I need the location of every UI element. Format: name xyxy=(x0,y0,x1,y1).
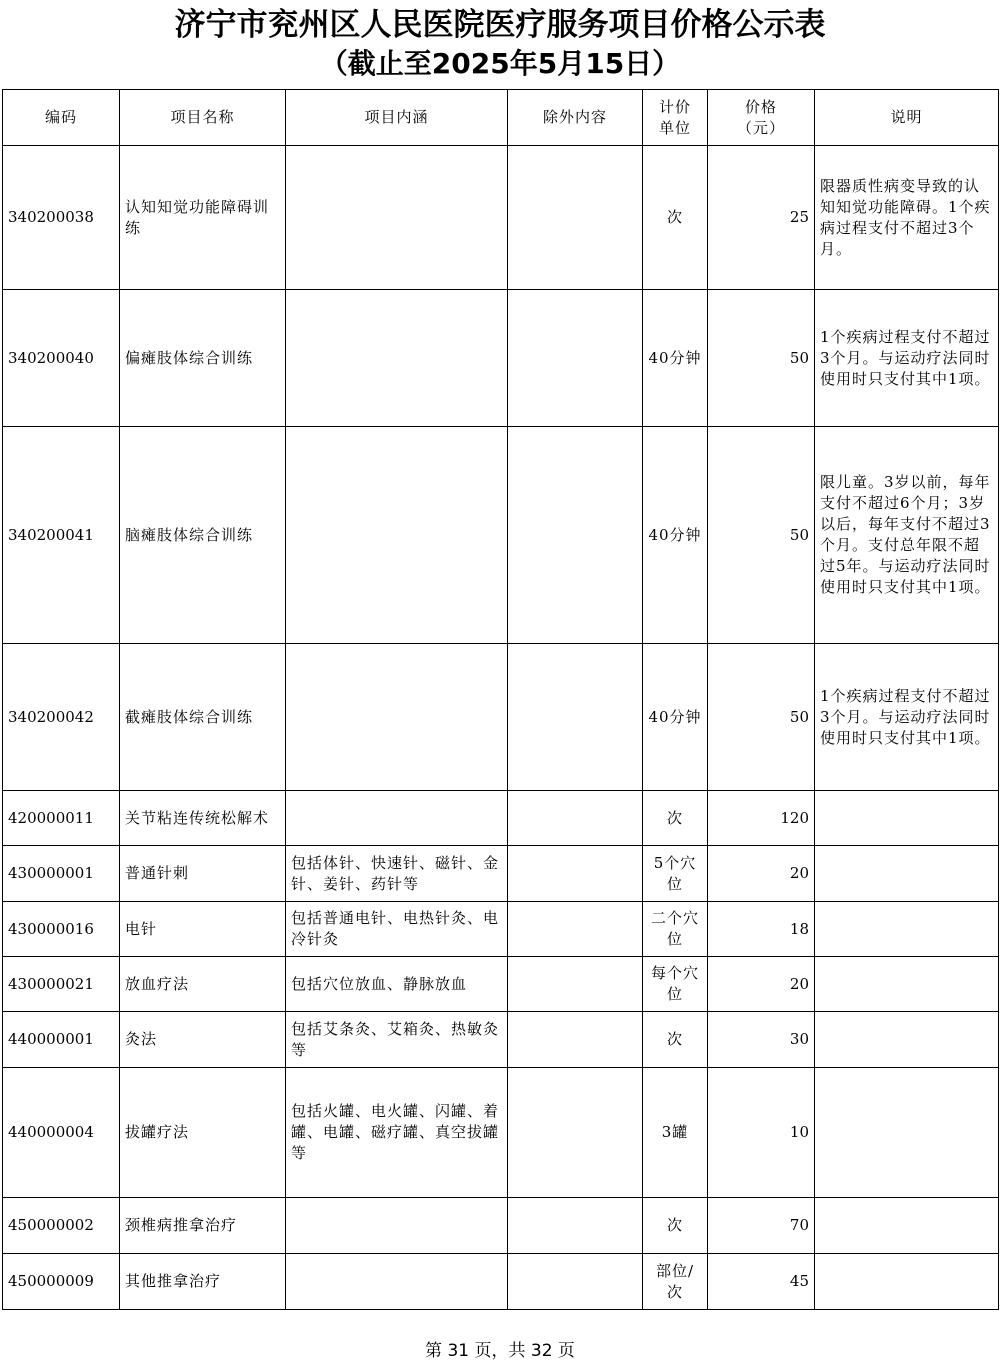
cell-note xyxy=(815,1254,999,1310)
table-row xyxy=(3,1254,999,1310)
cell-exclude xyxy=(508,146,643,290)
cell-content xyxy=(286,1198,508,1254)
cell-price: 20 xyxy=(708,846,815,902)
cell-price: 18 xyxy=(708,902,815,957)
cell-unit: 次 xyxy=(643,146,708,290)
table-row xyxy=(3,791,999,846)
cell-name: 脑瘫肢体综合训练 xyxy=(120,427,286,644)
table-row xyxy=(3,644,999,791)
page-title: 济宁市兖州区人民医院医疗服务项目价格公示表 xyxy=(174,7,826,43)
cell-content xyxy=(286,427,508,644)
cell-code: 450000002 xyxy=(3,1198,120,1254)
table-row xyxy=(3,1068,999,1198)
header-content: 项目内涵 xyxy=(286,90,508,146)
cell-unit: 次 xyxy=(643,1198,708,1254)
cell-unit: 二个穴位 xyxy=(643,902,708,957)
header-price-line1: 价格 xyxy=(744,97,777,116)
table-row xyxy=(3,146,999,290)
cell-exclude xyxy=(508,791,643,846)
cell-unit: 40分钟 xyxy=(643,290,708,427)
cell-exclude xyxy=(508,1254,643,1310)
header-price xyxy=(708,90,815,146)
cell-unit: 次 xyxy=(643,1012,708,1068)
cell-name: 偏瘫肢体综合训练 xyxy=(120,290,286,427)
table-row xyxy=(3,902,999,957)
cell-unit: 40分钟 xyxy=(643,427,708,644)
cell-unit: 次 xyxy=(643,791,708,846)
header-exclude: 除外内容 xyxy=(508,90,643,146)
cell-unit: 每个穴位 xyxy=(643,957,708,1012)
cell-note: 限器质性病变导致的认知知觉功能障碍。1个疾病过程支付不超过3个月。 xyxy=(815,146,999,290)
cell-name: 普通针刺 xyxy=(120,846,286,902)
cell-name: 放血疗法 xyxy=(120,957,286,1012)
cell-exclude xyxy=(508,902,643,957)
cell-content xyxy=(286,1254,508,1310)
page-footer: 第 31 页，共 32 页 xyxy=(425,1341,575,1361)
cell-note xyxy=(815,957,999,1012)
table-header-row xyxy=(3,90,999,146)
cell-content xyxy=(286,146,508,290)
cell-code: 430000021 xyxy=(3,957,120,1012)
cell-content xyxy=(286,290,508,427)
cell-note xyxy=(815,1068,999,1198)
cell-name: 颈椎病推拿治疗 xyxy=(120,1198,286,1254)
cell-unit: 部位/次 xyxy=(643,1254,708,1310)
cell-code: 340200041 xyxy=(3,427,120,644)
cell-note: 限儿童。3岁以前，每年支付不超过6个月；3岁以后，每年支付不超过3个月。支付总年限不超过5年。与运动疗法同时使用时只支付其中1项。 xyxy=(815,427,999,644)
cell-note xyxy=(815,1012,999,1068)
cell-content: 包括穴位放血、静脉放血 xyxy=(286,957,508,1012)
header-name: 项目名称 xyxy=(120,90,286,146)
cell-exclude xyxy=(508,1198,643,1254)
cell-unit: 3罐 xyxy=(643,1068,708,1198)
cell-name: 关节粘连传统松解术 xyxy=(120,791,286,846)
cell-price: 20 xyxy=(708,957,815,1012)
cell-code: 440000001 xyxy=(3,1012,120,1068)
cell-price: 50 xyxy=(708,644,815,791)
cell-exclude xyxy=(508,957,643,1012)
cell-price: 120 xyxy=(708,791,815,846)
cell-note xyxy=(815,1198,999,1254)
table-body xyxy=(3,146,999,1310)
cell-content: 包括体针、快速针、磁针、金针、姜针、药针等 xyxy=(286,846,508,902)
cell-note xyxy=(815,846,999,902)
page-subtitle: （截止至2025年5月15日） xyxy=(319,47,681,80)
cell-exclude xyxy=(508,427,643,644)
cell-price: 25 xyxy=(708,146,815,290)
cell-price: 70 xyxy=(708,1198,815,1254)
cell-name: 灸法 xyxy=(120,1012,286,1068)
cell-note: 1个疾病过程支付不超过3个月。与运动疗法同时使用时只支付其中1项。 xyxy=(815,290,999,427)
cell-unit: 5个穴位 xyxy=(643,846,708,902)
cell-code: 340200038 xyxy=(3,146,120,290)
cell-name: 拔罐疗法 xyxy=(120,1068,286,1198)
cell-code: 450000009 xyxy=(3,1254,120,1310)
cell-price: 30 xyxy=(708,1012,815,1068)
cell-content xyxy=(286,791,508,846)
cell-code: 420000011 xyxy=(3,791,120,846)
cell-unit: 40分钟 xyxy=(643,644,708,791)
cell-exclude xyxy=(508,846,643,902)
cell-price: 50 xyxy=(708,290,815,427)
table-row xyxy=(3,427,999,644)
cell-name: 电针 xyxy=(120,902,286,957)
cell-exclude xyxy=(508,290,643,427)
cell-code: 430000001 xyxy=(3,846,120,902)
cell-content: 包括火罐、电火罐、闪罐、着罐、电罐、磁疗罐、真空拔罐等 xyxy=(286,1068,508,1198)
cell-note: 1个疾病过程支付不超过3个月。与运动疗法同时使用时只支付其中1项。 xyxy=(815,644,999,791)
table-row xyxy=(3,1198,999,1254)
cell-name: 其他推拿治疗 xyxy=(120,1254,286,1310)
cell-code: 340200042 xyxy=(3,644,120,791)
cell-name: 截瘫肢体综合训练 xyxy=(120,644,286,791)
cell-price: 50 xyxy=(708,427,815,644)
cell-code: 430000016 xyxy=(3,902,120,957)
cell-price: 10 xyxy=(708,1068,815,1198)
cell-exclude xyxy=(508,644,643,791)
cell-content: 包括艾条灸、艾箱灸、热敏灸等 xyxy=(286,1012,508,1068)
cell-note xyxy=(815,902,999,957)
cell-name: 认知知觉功能障碍训练 xyxy=(120,146,286,290)
cell-content xyxy=(286,644,508,791)
header-code: 编码 xyxy=(3,90,120,146)
cell-price: 45 xyxy=(708,1254,815,1310)
header-unit-line1: 计价 xyxy=(658,97,691,116)
table-row xyxy=(3,957,999,1012)
header-note: 说明 xyxy=(815,90,999,146)
cell-content: 包括普通电针、电热针灸、电冷针灸 xyxy=(286,902,508,957)
header-unit xyxy=(643,90,708,146)
table-row xyxy=(3,1012,999,1068)
table-row xyxy=(3,846,999,902)
cell-exclude xyxy=(508,1012,643,1068)
header-price-line2: （元） xyxy=(736,118,785,137)
table-row xyxy=(3,290,999,427)
cell-code: 340200040 xyxy=(3,290,120,427)
header-unit-line2: 单位 xyxy=(658,118,691,137)
cell-code: 440000004 xyxy=(3,1068,120,1198)
cell-note xyxy=(815,791,999,846)
price-table xyxy=(2,89,999,1310)
cell-exclude xyxy=(508,1068,643,1198)
